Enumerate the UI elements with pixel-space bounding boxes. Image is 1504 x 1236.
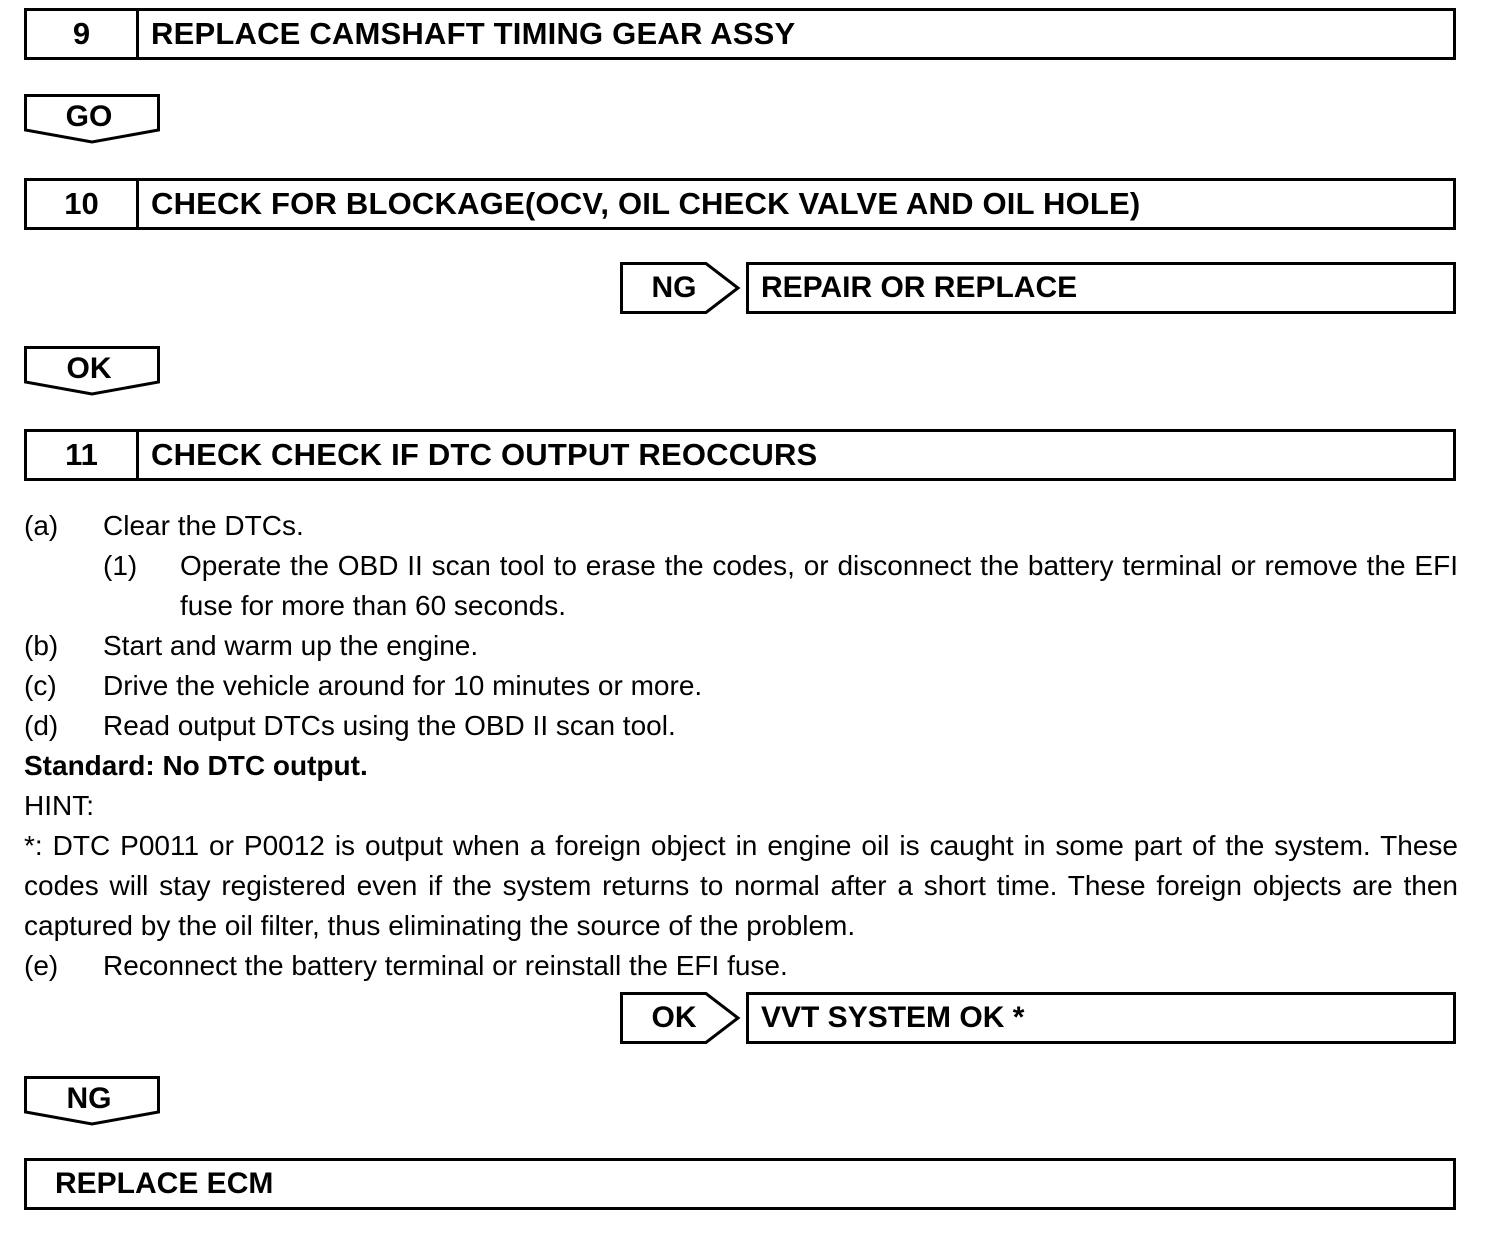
procedure-item-c	[24, 666, 1458, 706]
standard-value: Standard: No DTC output.	[24, 750, 368, 781]
item-marker: (e)	[24, 950, 59, 981]
step-9-box	[24, 8, 1456, 60]
flow-label: OK	[66, 352, 112, 385]
item-text: Clear the DTCs.	[103, 510, 304, 541]
flow-label: GO	[65, 100, 113, 133]
step-title: CHECK FOR BLOCKAGE(OCV, OIL CHECK VALVE AND OIL HOLE)	[151, 186, 1141, 221]
procedure-item-e	[24, 946, 1458, 986]
step-10-box	[24, 178, 1456, 230]
final-action-box: REPLACE ECM	[24, 1158, 1456, 1210]
ng-branch	[620, 262, 1456, 314]
procedure-subitem-1	[24, 546, 1458, 626]
item-text: Start and warm up the engine.	[103, 630, 479, 661]
branch-label: OK	[651, 1001, 697, 1034]
branch-result: VVT SYSTEM OK *	[746, 992, 1456, 1044]
ng-flow-arrow	[24, 1076, 160, 1128]
go-flow-arrow	[24, 94, 160, 146]
step-number: 10	[27, 181, 139, 227]
branch-label: NG	[651, 271, 697, 304]
flow-label: NG	[66, 1082, 112, 1115]
procedure-text	[24, 506, 1458, 986]
step-11-box	[24, 429, 1456, 481]
hint-label: HINT:	[24, 790, 94, 821]
branch-result: REPAIR OR REPLACE	[746, 262, 1456, 314]
step-number: 11	[27, 432, 139, 478]
item-marker: (a)	[24, 510, 59, 541]
item-text: Drive the vehicle around for 10 minutes or more.	[103, 670, 703, 701]
step-title: REPLACE CAMSHAFT TIMING GEAR ASSY	[151, 16, 796, 51]
item-marker: (c)	[24, 670, 57, 701]
item-marker: (1)	[103, 550, 138, 581]
step-number: 9	[27, 11, 139, 57]
procedure-item-b	[24, 626, 1458, 666]
item-marker: (d)	[24, 710, 59, 741]
hint-text: *: DTC P0011 or P0012 is output when a foreign object in engine oil is caught in some part of the system. These codes will stay registered even if the system returns to normal after a short time. These foreign objects are then captured by the oil filter, thus eliminating the source of the problem.	[24, 830, 1458, 941]
item-text: Read output DTCs using the OBD II scan tool.	[103, 710, 676, 741]
item-text: Reconnect the battery terminal or reinstall the EFI fuse.	[103, 950, 788, 981]
step-title: CHECK CHECK IF DTC OUTPUT REOCCURS	[151, 437, 818, 472]
ok-flow-arrow	[24, 346, 160, 398]
ok-branch	[620, 992, 1456, 1044]
procedure-item-a	[24, 506, 1458, 546]
item-text: Operate the OBD II scan tool to erase the codes, or disconnect the battery terminal or remove the EFI fuse for more than 60 seconds.	[180, 550, 1458, 621]
procedure-item-d	[24, 706, 1458, 746]
item-marker: (b)	[24, 630, 59, 661]
